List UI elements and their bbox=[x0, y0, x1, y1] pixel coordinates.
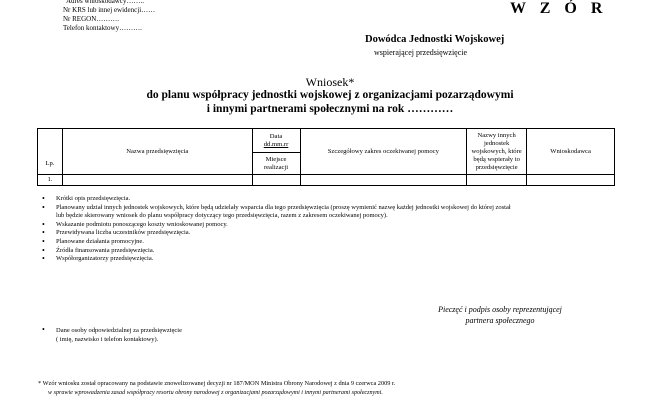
addressee-subtitle: wspierającej przedsięwzięcie bbox=[374, 48, 468, 57]
header-zakres: Szczegółowy zakres oczekiwanej pomocy bbox=[300, 129, 467, 175]
header-miejsce: Miejsce realizacji bbox=[252, 153, 300, 175]
list-item: • Współorganizatorzy przedsięwzięcia. bbox=[38, 255, 628, 264]
list-item: • Planowane działania promocyjne. bbox=[38, 238, 628, 247]
header-lp: Lp. bbox=[38, 129, 63, 175]
list-item: • Wskazanie podmiotu ponoszącego koszty wnioskowanej pomocy. bbox=[38, 221, 628, 230]
signature-line2: partnera społecznego bbox=[465, 316, 535, 325]
requirements-list bbox=[38, 195, 628, 264]
phone-line: Telefon kontaktowy………. bbox=[63, 24, 142, 32]
row-nazwa[interactable] bbox=[62, 175, 252, 186]
row-wnioskodawca[interactable] bbox=[527, 175, 615, 186]
signature-line1: Pieczęć i podpis osoby reprezentującej bbox=[438, 305, 562, 314]
signature-block bbox=[410, 304, 590, 326]
plan-table bbox=[37, 128, 615, 186]
contact-line1: Dane osoby odpowiedzialnej za przedsięwzięcie bbox=[56, 327, 182, 334]
footnote-line1: * Wzór wniosku został opracowany na podstawie znowelizowanej decyzji nr 187/MON Ministra Obrony Narodowej z dnia 9 czerwca 2009 r. bbox=[38, 380, 396, 387]
addressee-title: Dowódca Jednostki Wojskowej bbox=[365, 34, 505, 45]
form-title-line2: do planu współpracy jednostki wojskowej z organizacjami pozarządowymi bbox=[146, 89, 514, 101]
header-data: Data dd.mm.rr bbox=[252, 129, 300, 153]
krs-line: Nr KRS lub innej ewidencji…… bbox=[63, 6, 156, 14]
list-item-continuation: lub będzie skierowany wniosek do planu współpracy dotyczący tego przedsięwzięcia, razem z zakresem oczekiwanej pomocy). bbox=[56, 212, 388, 220]
row-zakres[interactable] bbox=[300, 175, 467, 186]
list-item: • Krótki opis przedsięwzięcia. bbox=[38, 195, 628, 204]
row-lp: 1. bbox=[38, 175, 63, 186]
contact-line2: ( imię, nazwisko i telefon kontaktowy). bbox=[56, 336, 159, 343]
date-format: dd.mm.rr bbox=[263, 140, 289, 148]
header-jednostki: Nazwy innych jednostek wojskowych, które będą wspierały to przedsięwzięcie bbox=[467, 129, 527, 175]
template-stamp: W Z Ó R bbox=[510, 0, 608, 17]
bullet-icon: • bbox=[42, 325, 45, 334]
row-data[interactable] bbox=[252, 175, 300, 186]
row-jednostki[interactable] bbox=[467, 175, 527, 186]
list-item: • Przewidywana liczba uczestników przedsięwzięcia. bbox=[38, 229, 628, 238]
form-title-line3: i innymi partnerami społecznymi na rok ………… bbox=[206, 103, 454, 115]
table-row bbox=[38, 175, 615, 186]
header-nazwa: Nazwa przedsięwzięcia bbox=[62, 129, 252, 175]
address-line: Adres wnioskodawcy…….. bbox=[66, 0, 144, 5]
header-wnioskodawca: Wnioskodawca bbox=[527, 129, 615, 175]
list-item: • Planowany udział innych jednostek wojskowych, które będą udzielały wsparcia dla tego przedsięwzięcia (proszę wymienić nazwę każdej jednostki wojskowej do której został bbox=[38, 204, 628, 213]
form-title: Wniosek* bbox=[305, 75, 355, 89]
regon-line: Nr REGON………. bbox=[63, 15, 119, 23]
footnote-line2: w sprawie wprowadzenia zasad współpracy resortu obrony narodowej z organizacjami pozarządowymi i innymi partnerami społecznymi. bbox=[48, 390, 383, 396]
list-item: • Źródła finansowania przedsięwzięcia. bbox=[38, 247, 628, 256]
